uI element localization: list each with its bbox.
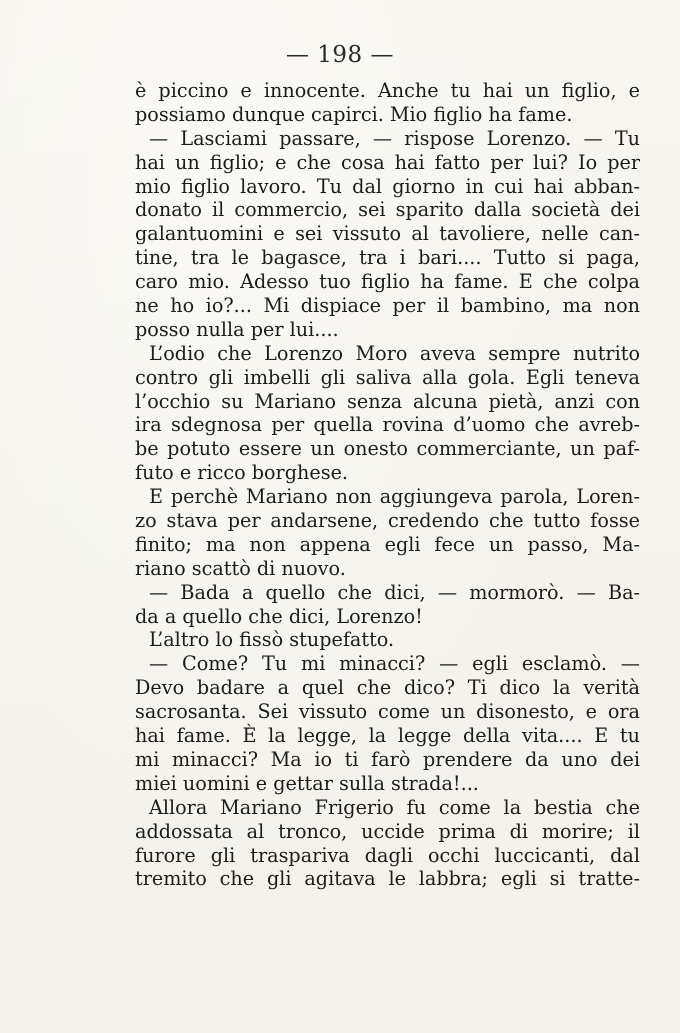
text-line: contro gli imbelli gli saliva alla gola. Egli teneva [135, 365, 640, 389]
text-line: mi minacci? Ma io ti farò prendere da uno dei [135, 747, 640, 771]
text-line: ne ho io?... Mi dispiace per il bambino, ma non [135, 294, 640, 318]
text-line: caro mio. Adesso tuo figlio ha fame. E che colpa [135, 270, 640, 294]
text-line: l’occhio su Mariano senza alcuna pietà, anzi con [135, 389, 640, 413]
text-line: finito; ma non appena egli fece un passo, Ma- [135, 532, 640, 556]
text-line: furore gli traspariva dagli occhi luccicanti, dal [135, 843, 640, 867]
text-line: possiamo dunque capirci. Mio figlio ha fame. [135, 102, 573, 126]
text-line: hai fame. È la legge, la legge della vita.... E tu [135, 724, 640, 748]
text-line: posso nulla per lui.... [135, 317, 339, 341]
text-line: L’odio che Lorenzo Moro aveva sempre nutrito [149, 341, 640, 365]
text-line: zo stava per andarsene, credendo che tutto fosse [135, 509, 640, 533]
text-line: futo e ricco borghese. [135, 461, 349, 485]
text-line: riano scattò di nuovo. [135, 556, 346, 580]
text-line: da a quello che dici, Lorenzo! [135, 604, 423, 628]
text-line: donato il commercio, sei sparito dalla società dei [135, 198, 640, 222]
text-line: — Come? Tu mi minacci? — egli esclamò. — [149, 652, 640, 676]
body-text [135, 79, 640, 891]
text-line: è piccino e innocente. Anche tu hai un figlio, e [135, 79, 640, 102]
text-line: addossata al tronco, uccide prima di morire; il [135, 819, 640, 843]
text-line: E perchè Mariano non aggiungeva parola, Loren- [149, 485, 640, 509]
text-line: galantuomini e sei vissuto al tavoliere, nelle can- [135, 222, 640, 246]
text-line: be potuto essere un onesto commerciante, un paf- [135, 437, 640, 461]
text-line: mio figlio lavoro. Tu dal giorno in cui hai abban- [135, 174, 640, 198]
text-line: tremito che gli agitava le labbra; egli si tratte- [135, 867, 640, 891]
text-line: hai un figlio; e che cosa hai fatto per lui? Io per [135, 150, 640, 174]
text-line: — Lasciami passare, — rispose Lorenzo. — Tu [149, 126, 640, 150]
text-line: tine, tra le bagasce, tra i bari.... Tutto si paga, [135, 246, 640, 270]
text-line: miei uomini e gettar sulla strada!... [135, 771, 479, 795]
text-line: L’altro lo fissò stupefatto. [149, 628, 395, 652]
text-line: Devo badare a quel che dico? Ti dico la verità [135, 676, 640, 700]
text-line: — Bada a quello che dici, — mormorò. — Ba- [149, 580, 640, 604]
text-line: Allora Mariano Frigerio fu come la bestia che [149, 795, 640, 819]
page-number: — 198 — [285, 42, 395, 68]
text-line: sacrosanta. Sei vissuto come un disonesto, e ora [135, 700, 640, 724]
text-line: ira sdegnosa per quella rovina d’uomo che avreb- [135, 413, 640, 437]
